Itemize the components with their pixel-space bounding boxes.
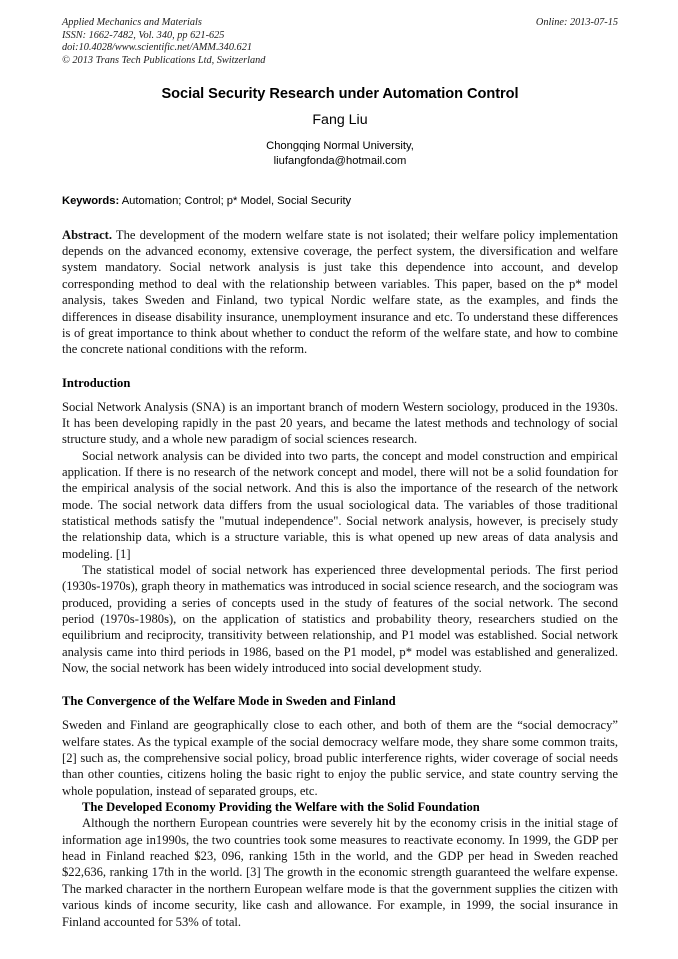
paragraph: Although the northern European countries were severely hit by the economy crisis in the initial stage of information age in1990s, the two countries took some measures to reactivate economy. In 1999, the GDP per head in Finland reached $23, 096, ranking 15th in the world, and the GDP per head in Sweden reached $22,636, ranking 17th in the world. [3] The growth in the economic strength guaranteed the welfare expense. The marked character in the northern European welfare mode is that the government supplies the citizen with various kinds of income security, like cash and allowance. For example, in 1999, the social insurance in Finland accounted for 53% of total. (62, 816, 618, 929)
paragraph: Social Network Analysis (SNA) is an important branch of modern Western sociology, produced in the 1930s. It has been developing rapidly in the past 20 years, and became the latest methods and technology of social structure study, and a whole new paradigm of social sciences research. (62, 399, 618, 447)
author-name: Fang Liu (312, 112, 368, 129)
page-title: Social Security Research under Automation Control (161, 86, 519, 103)
paragraph: Sweden and Finland are geographically close to each other, and both of them are the “social democracy” welfare states. As the typical example of the social democracy welfare mode, they share some common traits, [2] such as, the comprehensive social policy, broad public interference rights, wider coverage of social needs than other counties, citizens holing the basic right to enjoy the public service, and state country serving the whole population, instead of separated groups, etc. (62, 718, 618, 798)
affiliation-email: liufangfonda@hotmail.com (273, 154, 407, 167)
journal-copyright: © 2013 Trans Tech Publications Ltd, Switzerland (62, 54, 266, 66)
title-block (62, 85, 618, 167)
abstract-text: The development of the modern welfare state is not isolated; their welfare policy implementation depends on the advanced economy, extensive coverage, the perfect system, the diversification and welfare system mandatory. Social network analysis is just take this dependence into account, and develop corresponding method to deal with the relationship between variables. This paper, based on the p* model analysis, takes Sweden and Finland, two typical Nordic welfare state, as the examples, and finds the differences in disease disability insurance, unemployment insurance and etc. To understand these differences is of great importance to think about whether to conduct the reform of the welfare state, and how to combine the concrete national conditions with the reform. (62, 227, 618, 357)
subsection-heading-developed-economy: The Developed Economy Providing the Welfare with the Solid Foundation (82, 800, 480, 815)
abstract-block (62, 227, 618, 358)
abstract-label: Abstract. (62, 227, 113, 242)
section-heading-introduction: Introduction (62, 375, 131, 390)
subsection-body-developed-economy (62, 815, 618, 929)
online-publication-date: Online: 2013-07-15 (535, 17, 618, 28)
section-heading-convergence: The Convergence of the Welfare Mode in Sweden and Finland (62, 694, 396, 709)
paragraph: The statistical model of social network has experienced three developmental periods. The first period (1930s-1970s), graph theory in mathematics was introduced in social science research, and the sociogram was produced, providing a series of concepts used in the study of features of the social network. The second period (1970s-1980s), on the application of statistics and probability theory, researchers studied on the equilibrium and reciprocity, transitivity between relationship, and P1 model was established. Social network analysis came into third periods in 1986, based on the P1 model, p* model was established and generalized. Now, the social network has been widely introduced into social development study. (62, 562, 618, 676)
journal-issn-volume: ISSN: 1662-7482, Vol. 340, pp 621-625 (62, 29, 225, 41)
keywords-list: Automation; Control; p* Model, Social Security (121, 194, 352, 207)
paragraph: Social network analysis can be divided into two parts, the concept and model construction and empirical application. If there is no research of the network concept and model, there will not be a solid foundation for the empirical analysis of the social network. And this is also the importance of the research of the network mode. The social network data differs from the usual sociological data. The variables of those traditional statistical methods satisfy the "mutual independence". Social network analysis, however, is precisely study the relationship data, which is a structure variable, this is what opened up new areas of data analysis and modeling. [1] (62, 448, 618, 561)
keywords-label: Keywords: (62, 194, 120, 207)
journal-header (62, 17, 618, 67)
keywords-line (62, 194, 618, 208)
journal-doi: doi:10.4028/www.scientific.net/AMM.340.621 (62, 42, 252, 54)
journal-name: Applied Mechanics and Materials (62, 17, 202, 28)
section-body-convergence (62, 717, 618, 799)
page-content (62, 17, 618, 930)
journal-metadata (62, 17, 618, 67)
affiliation-institution: Chongqing Normal University, (266, 140, 414, 153)
author-affiliation (62, 139, 618, 167)
section-body-introduction (62, 399, 618, 677)
